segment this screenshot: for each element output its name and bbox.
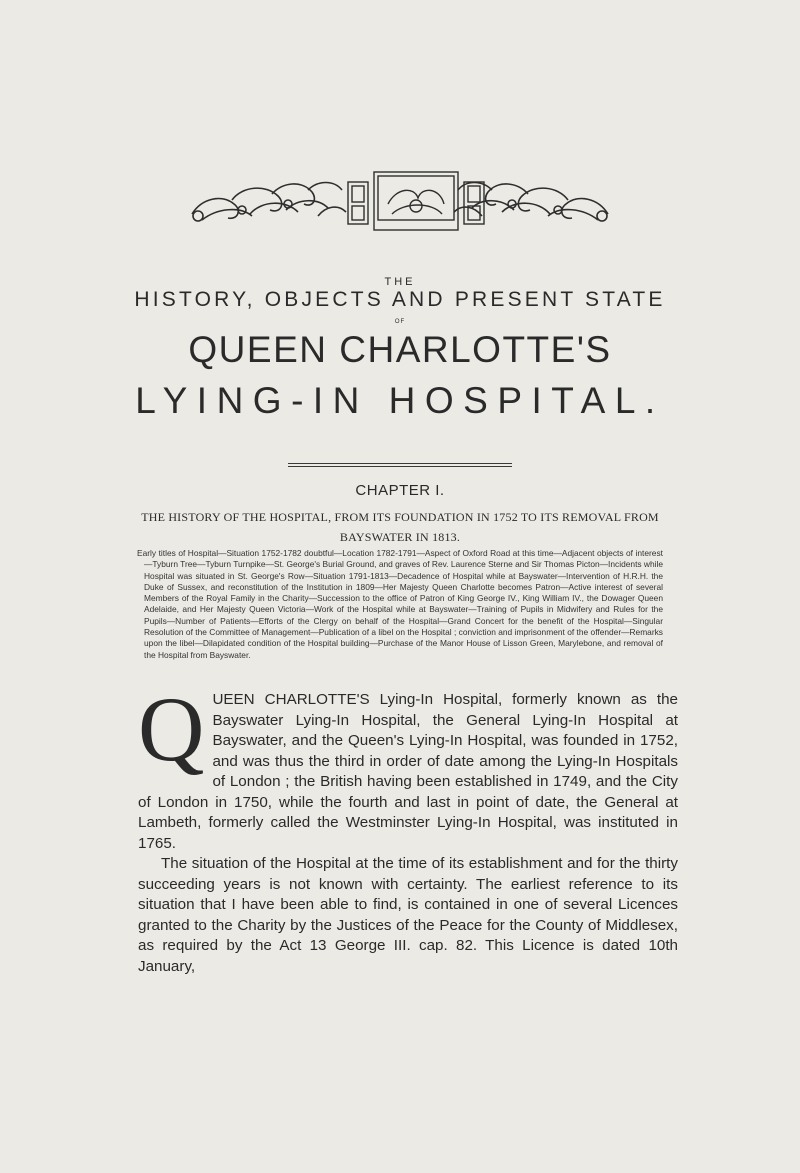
paragraph-2: The situation of the Hospital at the time of its establishment and for the thirty succeeding years is not known with certainty. The earliest reference to its situation that I have been able to find, is contained in one of several Licences granted to the Charity by the Justices of the Peace for the County of Middlesex, as required by the Act 13 George III. cap. 82. This Licence is dated 10th January, — [138, 855, 678, 975]
double-rule-bottom — [288, 466, 512, 467]
title-of: OF — [394, 319, 406, 325]
chapter-number: CHAPTER I. — [355, 482, 445, 499]
paragraph-1-text: UEEN CHARLOTTE'S Lying-In Hospital, formerly known as the Bayswater Lying-In Hospital, the General Lying-In Hospital at Bayswater, and the Queen's Lying-In Hospital, was founded in 1752, and was thus the third in order of date among the Lying-In Hospitals of London ; the British having been established in 1749, and the City of London in 1750, while the fourth and last in point of date, the General at Lambeth, formerly called the Westminster Lying-In Hospital, was instituted in 1765. — [138, 691, 678, 852]
chapter-summary: Early titles of Hospital—Situation 1752-1782 doubtful—Location 1782-1791—Aspect of Oxford Road at this time—Adjacent objects of interest—Tyburn Tree—Tyburn Turnpike—St. George's Burial Ground, and graves of Rev. Laurence Sterne and Sir Thomas Picton—Incidents while Hospital was situated in St. George's Row—Situation 1791-1813—Decadence of Hospital while at Bayswater—Intervention of H.R.H. the Duke of Sussex, and reconstitution of the Institution in 1809—Her Majesty Queen Charlotte becomes Patron—Active interest of several Members of the Royal Family in the Charity—Succession to the office of Patron of King George IV., King William IV., the Dowager Queen Adelaide, and Her Majesty Queen Victoria—Work of the Hospital while at Bayswater—Training of Pupils in Midwifery and Rules for the Pupils—Number of Patients—Efforts of the Clergy on behalf of the Hospital—Grand Concert for the benefit of the Hospital—Singular Resolution of the Committee of Management—Publication of a libel on the Hospital ; conviction and imprisonment of the offender—Remarks upon the libel—Dilapidated condition of the Hospital building—Purchase of the Manor House of Lisson Green, Marylebone, and removal of the Hospital from Bayswater. — [137, 548, 663, 660]
title-queen-charlottes: QUEEN CHARLOTTE'S — [188, 329, 612, 370]
chapter-title: THE HISTORY OF THE HOSPITAL, FROM ITS FOUNDATION IN 1752 TO ITS REMOVAL FROM BAYSWATER IN 1813. — [141, 510, 659, 544]
body-text — [138, 678, 678, 977]
double-rule-top — [288, 463, 512, 464]
paragraph-1 — [138, 678, 678, 854]
decorative-headpiece-ornament — [162, 170, 638, 232]
title-the: THE — [384, 276, 416, 288]
title-line-history: HISTORY, OBJECTS AND PRESENT STATE — [134, 288, 666, 311]
title-lying-in-hospital: LYING-IN HOSPITAL. — [135, 380, 665, 421]
drop-cap: Q — [138, 678, 205, 780]
